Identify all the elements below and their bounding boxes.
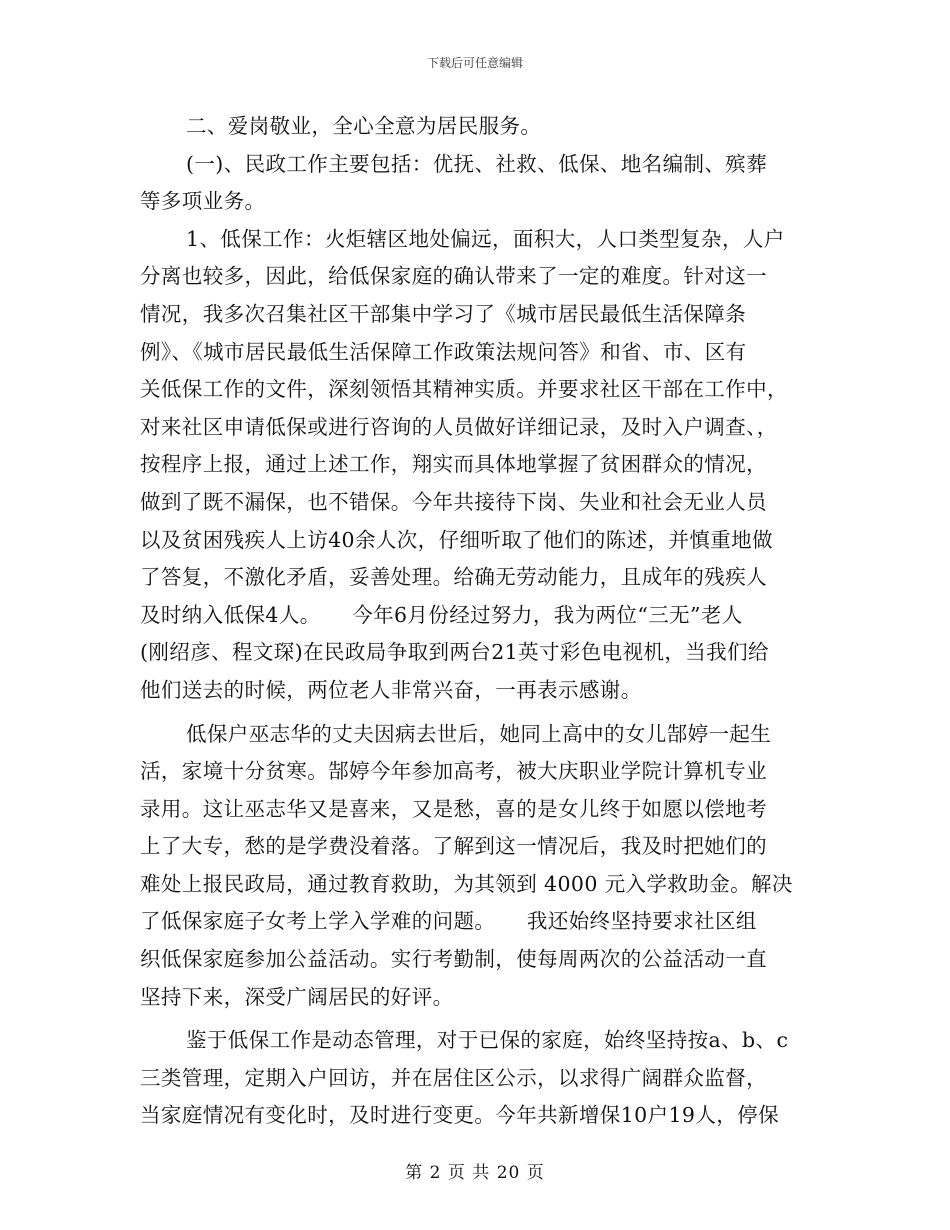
paragraph-line: 录用。这让巫志华又是喜来，又是愁，喜的是女儿终于如愿以偿地考 [140, 796, 767, 821]
paragraph-line: 做到了既不漏保，也不错保。今年共接待下岗、失业和社会无业人员 [140, 489, 767, 514]
paragraph-line: 按程序上报，通过上述工作，翔实而具体地掌握了贫困群众的情况， [140, 452, 767, 477]
paragraph-line: 了答复，不激化矛盾，妥善处理。给确无劳动能力，且成年的残疾人 [140, 565, 767, 590]
paragraph-line: 当家庭情况有变化时，及时进行变更。今年共新增保10户19人，停保 [140, 1103, 779, 1128]
paragraph-line: 了低保家庭子女考上学入学难的问题。 我还始终坚持要求社区组 [140, 909, 757, 934]
document-body [140, 108, 812, 1135]
paragraph-line: 坚持下来，深受广阔居民的好评。 [140, 984, 454, 1009]
paragraph-line: 三类管理，定期入户回访，并在居住区公示，以求得广阔群众监督， [140, 1065, 767, 1090]
paragraph-line: (一)、民政工作主要包括：优抚、社救、低保、地名编制、殡葬 [186, 151, 768, 176]
paragraph-line: 他们送去的时候，两位老人非常兴奋，一再表示感谢。 [140, 677, 642, 702]
paragraph-line: 及时纳入低保4人。 今年6月份经过努力，我为两位“三无”老人 [140, 602, 743, 627]
paragraph-line: 例》、《城市居民最低生活保障工作政策法规问答》和省、市、区有 [140, 339, 747, 364]
paragraph-line: 等多项业务。 [140, 189, 266, 214]
header-note: 下载后可任意编辑 [426, 56, 523, 70]
paragraph-line: 低保户巫志华的丈夫因病去世后，她同上高中的女儿郜婷一起生 [186, 721, 772, 746]
paragraph-line: 1、低保工作：火炬辖区地处偏远，面积大，人口类型复杂，人户 [186, 226, 785, 251]
paragraph-line: 对来社区申请低保或进行咨询的人员做好详细记录，及时入户调查、， [140, 414, 778, 439]
page-number: 第 2 页 共 20 页 [405, 1163, 545, 1183]
paragraph-line: 鉴于低保工作是动态管理，对于已保的家庭，始终坚持按a、b、c [186, 1028, 789, 1053]
paragraph-line: 上了大专，愁的是学费没着落。了解到这一情况后，我及时把她们的 [140, 834, 767, 859]
paragraph-line: 情况，我多次召集社区干部集中学习了《城市居民最低生活保障条 [140, 301, 747, 326]
paragraph-line: 分离也较多，因此，给低保家庭的确认带来了一定的难度。针对这一 [140, 264, 767, 289]
section-heading: 二、爱岗敬业，全心全意为居民服务。 [186, 114, 542, 138]
paragraph-line: 织低保家庭参加公益活动。实行考勤制，使每周两次的公益活动一直 [140, 947, 767, 972]
paragraph-line: 以及贫困残疾人上访40余人次，仔细听取了他们的陈述，并慎重地做 [140, 527, 773, 552]
paragraph-line: (刚绍彦、程文琛)在民政局争取到两台21英寸彩色电视机，当我们给 [140, 640, 769, 665]
paragraph-line: 难处上报民政局，通过教育救助，为其领到 4000 元入学救助金。解决 [140, 871, 793, 896]
paragraph-line: 活，家境十分贫寒。郜婷今年参加高考，被大庆职业学院计算机专业 [140, 759, 767, 784]
paragraph-line: 关低保工作的文件，深刻领悟其精神实质。并要求社区干部在工作中， [140, 377, 788, 402]
